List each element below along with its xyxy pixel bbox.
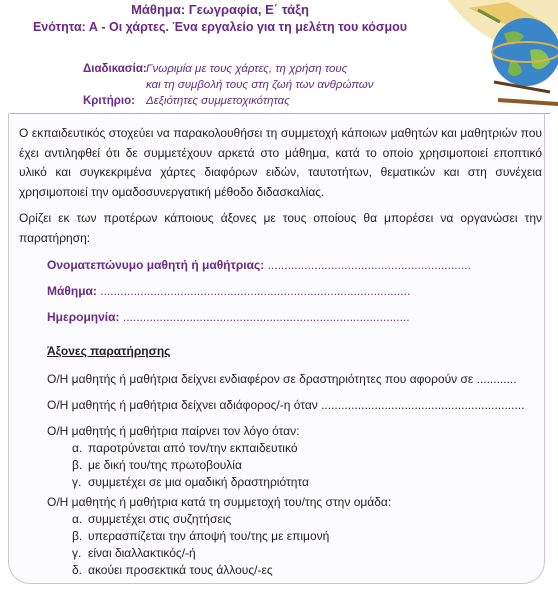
process-value-continued: και τη συμβολή τους στη ζωή των ανθρώπων (146, 79, 374, 91)
option-text: παροτρύνεται από τον/την εκπαιδευτικό (88, 441, 298, 455)
option-marker: δ. (72, 563, 83, 577)
option-marker: γ. (72, 475, 82, 489)
list-item[interactable] (47, 474, 309, 491)
subject-label: Μάθημα: (47, 284, 97, 298)
subject-blank[interactable]: ............................................................................................. (100, 284, 411, 298)
question-speaking (47, 423, 309, 491)
instructions-paragraph: Ορίζει εκ των προτέρων κάποιους άξονες με τους οποίους θα μπορέσει να οργανώσει την παρατήρηση: (19, 211, 542, 245)
date-blank[interactable]: ...................................................................................... (122, 310, 410, 324)
process-value: Γνωριμία με τους χάρτες, τη χρήση τους (146, 63, 348, 75)
question-stem: Ο/Η μαθητής ή μαθήτρια παίρνει τον λόγο όταν: (47, 424, 300, 438)
list-item[interactable] (47, 440, 309, 457)
meta-block (83, 61, 396, 109)
question-stem: Ο/Η μαθητής ή μαθήτρια κατά τη συμμετοχή του/της στην ομάδα: (47, 495, 392, 509)
list-item[interactable] (47, 457, 309, 474)
option-text: συμμετέχει στις συζητήσεις (88, 512, 232, 526)
axis-interest-line[interactable]: Ο/Η μαθητής ή μαθήτρια δείχνει ενδιαφέρον σε δραστηριότητες που αφορούν σε ............ (47, 372, 517, 386)
option-text: υπερασπίζεται την άποψή του/της με επιμονή (88, 529, 330, 543)
list-item[interactable] (47, 528, 391, 545)
option-marker: α. (72, 441, 83, 455)
student-name-label: Ονοματεπώνυμο μαθητή ή μαθήτριας: (47, 258, 265, 272)
list-item[interactable] (47, 562, 391, 579)
page-title: Μάθημα: Γεωγραφία, Ε΄ τάξη (131, 2, 309, 17)
option-text: συμμετέχει σε μια ομαδική δραστηριότητα (88, 475, 309, 489)
option-text: ακούει προσεκτικά τους άλλους/-ες (88, 563, 273, 577)
list-item[interactable] (47, 545, 391, 562)
list-item[interactable] (47, 511, 391, 528)
option-text: είναι διαλλακτικός/-ή (88, 546, 196, 560)
divider (10, 113, 550, 114)
axis-indifference-line[interactable]: Ο/Η μαθητής ή μαθήτρια δείχνει αδιάφορος/-η όταν ............................................................. (47, 398, 525, 412)
student-name-blank[interactable]: ............................................................. (267, 258, 471, 272)
question-group-participation (47, 494, 391, 579)
process-label: Διαδικασία: (83, 63, 147, 75)
option-marker: α. (72, 512, 83, 526)
criterion-value: Δεξιότητες συμμετοχικότητας (146, 95, 290, 107)
intro-paragraph: Ο εκπαιδευτικός στοχεύει να παρακολουθήσει τη συμμετοχή κάποιων μαθητών και μαθητριών που έχει αντιληφθεί ότι δε συμμετέχουν αρκετά στο μάθημα, κατά το οποίο χρησιμοποιεί εποπτικό υλικό και συγκεκριμένα χάρτες διαφόρων ειδών, ταυτοτήτων, θεματικών και στη συνέχεια χρησιμοποιεί την ομαδοσυνεργατική μέθοδο διδασκαλίας. (19, 126, 542, 199)
unit-subtitle: Ενότητα: Α - Οι χάρτες. Ένα εργαλείο για τη μελέτη του κόσμου (32, 20, 408, 34)
date-label: Ημερομηνία: (47, 310, 120, 324)
option-marker: β. (72, 529, 83, 543)
date-field[interactable] (47, 310, 410, 324)
option-text: με δική του/της πρωτοβουλία (88, 458, 242, 472)
subject-field[interactable] (47, 284, 410, 298)
student-name-field[interactable] (47, 258, 471, 272)
globe-icon (438, 0, 558, 112)
option-marker: γ. (72, 546, 82, 560)
criterion-label: Κριτήριο: (83, 95, 135, 107)
option-marker: β. (72, 458, 83, 472)
axes-heading: Άξονες παρατήρησης (47, 344, 171, 358)
